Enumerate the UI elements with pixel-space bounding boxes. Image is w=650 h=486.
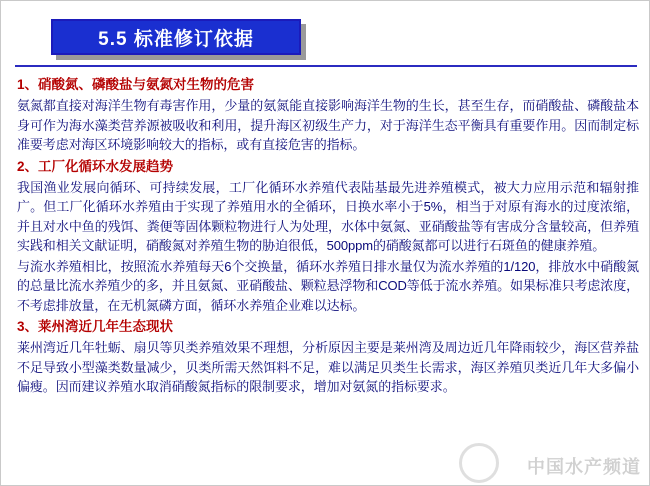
section-heading-2: 2、工厂化循环水发展趋势: [17, 158, 174, 174]
section-paragraph-3-1: 莱州湾近几年牡蛎、扇贝等贝类养殖效果不理想，分析原因主要是莱州湾及周边近几年降雨较少，海区营养盐不足导致小型藻类数量减少，贝类所需天然饵料不足，难以满足贝类生长需求，海区养殖贝类近几年大多偏小偏瘦。因而建议养殖水取消硝酸氮指标的限制要求，增加对氨氮的指标要求。: [17, 340, 639, 394]
watermark-text: 中国水产频道: [527, 457, 641, 477]
slide-body: [17, 73, 639, 398]
title-box: [51, 19, 301, 55]
section-paragraph-1-1: 氨氮都直接对海洋生物有毒害作用，少量的氨氮能直接影响海洋生物的生长，甚至生存，而硝酸盐、磷酸盐本身可作为海水藻类营养源被吸收和利用，提升海区初级生产力，对于海洋生态平衡具有重要作用。因而制定标准要考虑对海区环境影响较大的指标，或有直接危害的指标。: [17, 98, 639, 152]
watermark-circle-icon: [459, 443, 499, 483]
slide-title-container: [51, 19, 301, 57]
section-heading-1: 1、硝酸氮、磷酸盐与氨氮对生物的危害: [17, 77, 255, 92]
title-divider: [15, 65, 637, 67]
section-heading-3: 3、莱州湾近几年生态现状: [17, 319, 174, 334]
section-paragraph-2-2: 与流水养殖相比，按照流水养殖每天6个交换量，循环水养殖日排水量仅为流水养殖的1/120，排放水中硝酸氮的总量比流水养殖少的多，并且氨氮、亚硝酸盐、颗粒悬浮物和COD等低于流水养殖。如果标准只考虑浓度，不考虑排放量，在无机氮磷方面，循环水养殖企业难以达标。: [17, 258, 639, 313]
section-paragraph-2-1: 我国渔业发展向循环、可持续发展，工厂化循环水养殖代表陆基最先进养殖模式，被大力应用示范和辐射推广。但工厂化循环水养殖由于实现了养殖用水的全循环，日换水率小于5%，相当于对原有海水的过度浓缩，并且对水中鱼的残饵、粪便等固体颗粒物进行人为处理，水体中氨氮、亚硝酸盐等有害成分含量较高，但养殖实践和相关文献证明，硝酸氮对养殖生物的胁迫很低，500ppm的硝酸氮都可以进行石斑鱼的健康养殖。: [17, 179, 639, 253]
page-title: 5.5 标准修订依据: [98, 28, 254, 50]
